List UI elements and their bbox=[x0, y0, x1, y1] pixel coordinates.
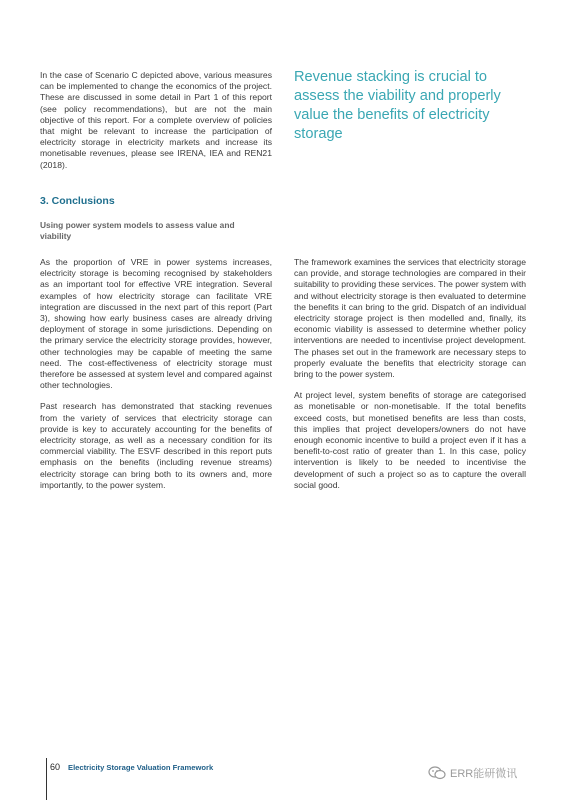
left-paragraph-1: As the proportion of VRE in power systems increases, electricity storage is becoming recognised by stakeholders as an important tool for effective VRE integration. Several examples of how electricity storage can facilitate VRE integration are discussed in the next part of this report (Part 3), showing how early business cases are already driving deployment of storage in some jurisdictions. Depending on the primary service the electricity storage provides, however, other technologies may be capable of meeting the same need. The cost-effectiveness of electricity storage must therefore be assessed at system level and compared against other technologies. bbox=[40, 257, 272, 391]
section-subheading: Using power system models to assess value and viability bbox=[40, 220, 235, 241]
footer-rule bbox=[46, 758, 47, 800]
right-paragraph-2: At project level, system benefits of storage are categorised as monetisable or non-monetisable. If the total benefits exceed costs, but monetised benefits are less than costs, this implies that project developers/owners do not have enough economic incentive to build a project even if it has a benefit-to-cost ratio of greater than 1. In this case, policy intervention is likely to be needed to incentivise the development of such a project so as to capture the overall social good. bbox=[294, 390, 526, 490]
right-paragraph-1: The framework examines the services that electricity storage can provide, and storage technologies are compared in their suitability to providing these services. The power system with and without electricity storage is then evaluated to determine the benefits it can bring to the grid. Dispatch of an individual electricity storage project is then modelled and, finally, its economic viability is assessed to determine whether policy interventions are needed to incentivise project development. The phases set out in the framework are necessary steps to properly evaluate the benefits that electricity storage can bring to the power system. bbox=[294, 257, 526, 380]
intro-paragraph-block bbox=[40, 70, 272, 181]
right-column bbox=[294, 257, 526, 501]
wechat-icon bbox=[428, 766, 446, 780]
footer-title: Electricity Storage Valuation Framework bbox=[68, 763, 214, 772]
left-paragraph-2: Past research has demonstrated that stacking revenues from the variety of services that electricity storage can provide is key to accurately accounting for the benefits of electricity storage, as well as a necessary condition for its commercial viability. The ESVF described in this report puts emphasis on the benefits (including revenue streams) electricity storage can bring both to its owners and, more importantly, to the power system. bbox=[40, 401, 272, 490]
intro-paragraph: In the case of Scenario C depicted above, various measures can be implemented to change the economics of the project. These are discussed in some detail in Part 1 of this report (see policy recommendations), but are not the main objective of this report. For a complete overview of policies that might be relevant to increase the participation of electricity storage in electricity markets and increase its monetisable revenues, please see IRENA, IEA and REN21 (2018). bbox=[40, 70, 272, 170]
page-number: 60 bbox=[50, 762, 61, 772]
watermark bbox=[428, 765, 517, 781]
section-heading: 3. Conclusions bbox=[40, 195, 115, 207]
left-column bbox=[40, 257, 272, 501]
watermark-text: ERR能研微讯 bbox=[450, 768, 518, 780]
pull-quote: Revenue stacking is crucial to assess the viability and properly value the benefits of electricity storage bbox=[294, 69, 501, 142]
